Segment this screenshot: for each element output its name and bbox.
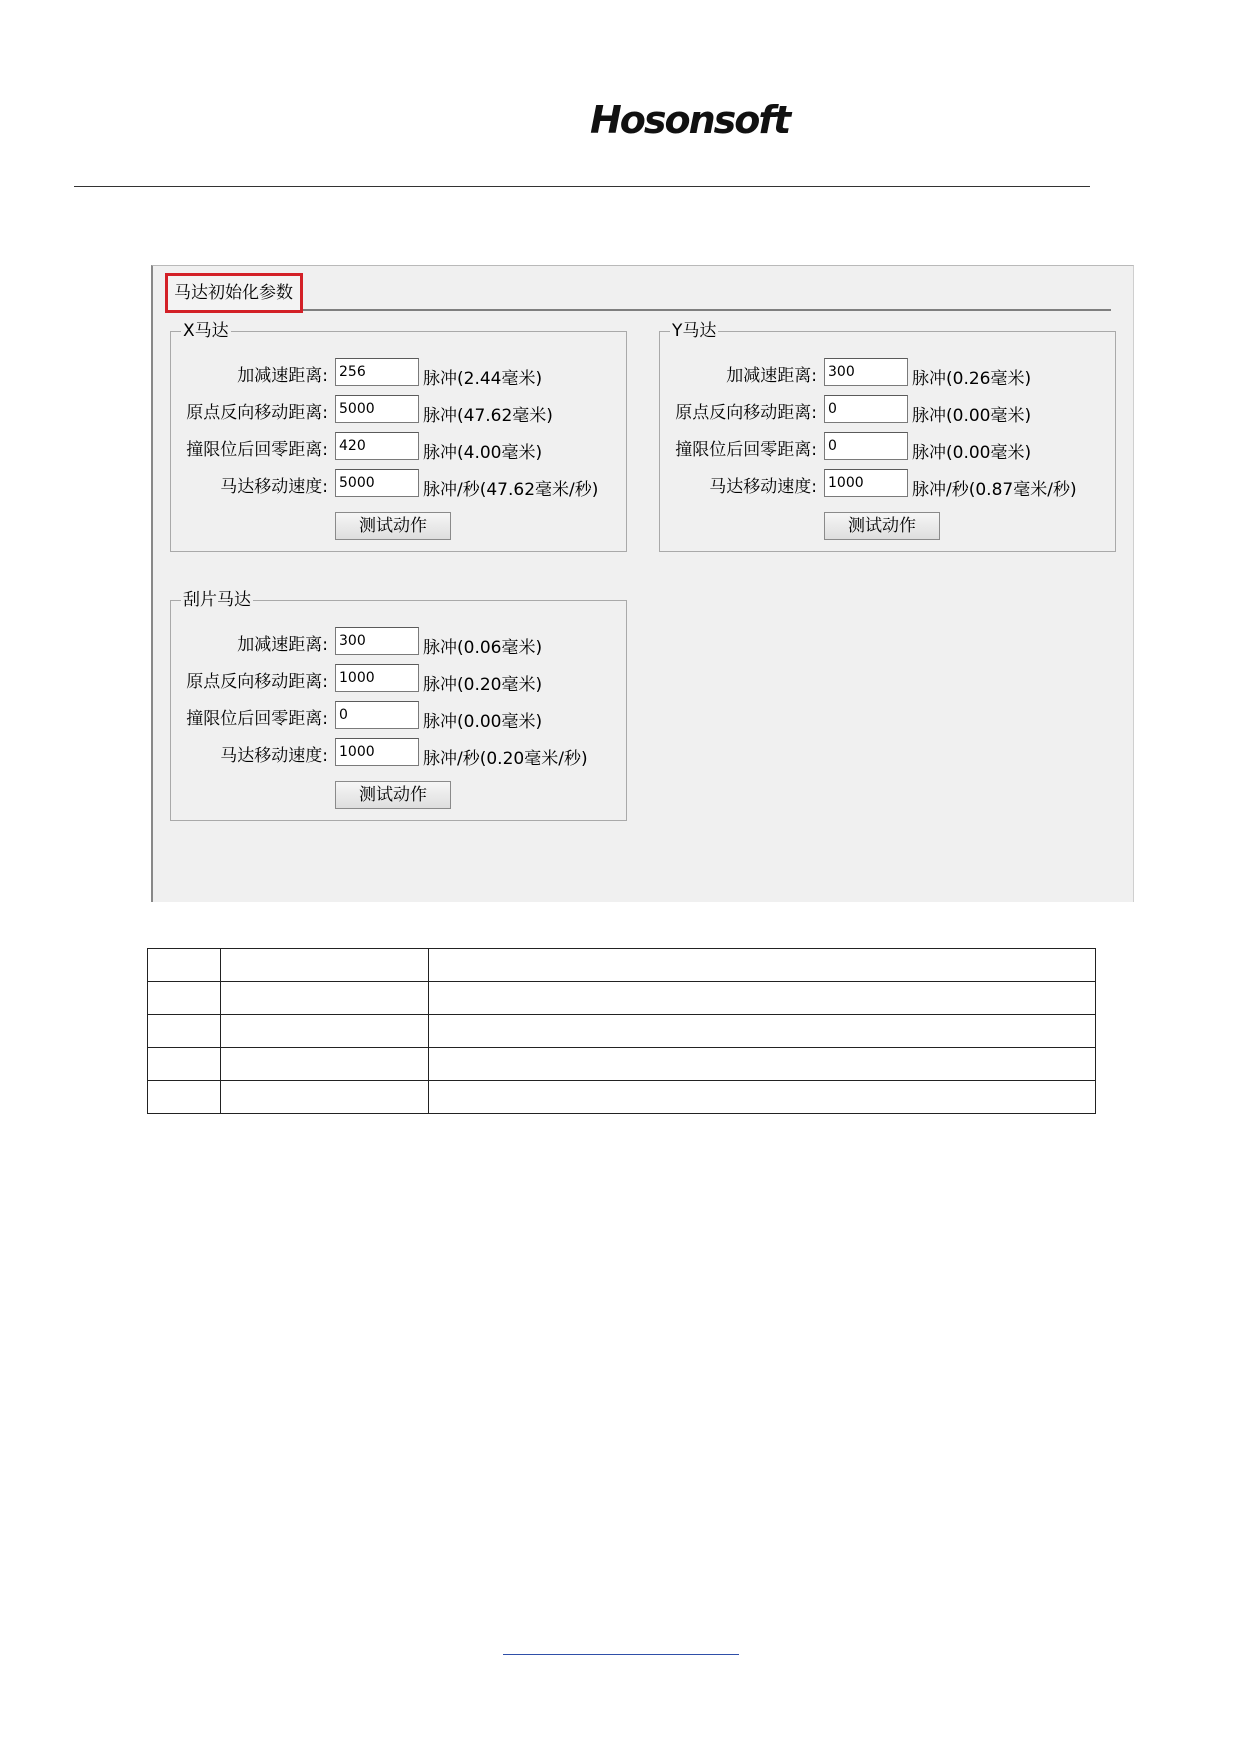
- blade-speed-row: [171, 738, 628, 768]
- y-origin-reverse-unit: 脉冲(0.00毫米): [912, 406, 1032, 426]
- table-cell: [220, 1015, 428, 1048]
- y-limit-return-label: 撞限位后回零距离:: [675, 440, 817, 460]
- table-cell: [428, 982, 1095, 1015]
- blade-limit-return-unit: 脉冲(0.00毫米): [423, 712, 543, 732]
- y-accel-distance-unit: 脉冲(0.26毫米): [912, 369, 1032, 389]
- y-speed-row: [660, 469, 1117, 499]
- blade-limit-return-row: [171, 701, 628, 731]
- x-speed-row: [171, 469, 628, 499]
- blade-accel-distance-unit: 脉冲(0.06毫米): [423, 638, 543, 658]
- y-limit-return-row: [660, 432, 1117, 462]
- y-accel-distance-label: 加减速距离:: [726, 366, 817, 386]
- table-cell: [220, 1081, 428, 1114]
- x-speed-label: 马达移动速度:: [220, 477, 328, 497]
- blade-motor-group: [170, 590, 627, 821]
- blade-accel-distance-row: [171, 627, 628, 657]
- blade-motor-group-title: 刮片马达: [183, 590, 251, 610]
- table-cell: [148, 982, 221, 1015]
- x-accel-distance-input[interactable]: 256: [335, 358, 419, 386]
- table-cell: [428, 1081, 1095, 1114]
- table-cell: [428, 1048, 1095, 1081]
- blade-accel-distance-label: 加减速距离:: [237, 635, 328, 655]
- table-row: [148, 1015, 1096, 1048]
- parameter-table: [147, 948, 1096, 1114]
- x-accel-distance-label: 加减速距离:: [237, 366, 328, 386]
- blade-speed-label: 马达移动速度:: [220, 746, 328, 766]
- blade-speed-unit: 脉冲/秒(0.20毫米/秒): [423, 749, 588, 769]
- x-limit-return-label: 撞限位后回零距离:: [186, 440, 328, 460]
- blade-origin-reverse-row: [171, 664, 628, 694]
- x-motor-group-title: X马达: [183, 321, 229, 341]
- x-limit-return-unit: 脉冲(4.00毫米): [423, 443, 543, 463]
- y-speed-input[interactable]: 1000: [824, 469, 908, 497]
- blade-origin-reverse-unit: 脉冲(0.20毫米): [423, 675, 543, 695]
- y-accel-distance-row: [660, 358, 1117, 388]
- blade-speed-input[interactable]: 1000: [335, 738, 419, 766]
- x-origin-reverse-unit: 脉冲(47.62毫米): [423, 406, 553, 426]
- table-row: [148, 949, 1096, 982]
- x-limit-return-input[interactable]: 420: [335, 432, 419, 460]
- x-test-action-button[interactable]: 测试动作: [335, 512, 451, 540]
- blade-limit-return-label: 撞限位后回零距离:: [186, 709, 328, 729]
- blade-origin-reverse-label: 原点反向移动距离:: [186, 672, 328, 692]
- x-accel-distance-row: [171, 358, 628, 388]
- x-limit-return-row: [171, 432, 628, 462]
- blade-limit-return-input[interactable]: 0: [335, 701, 419, 729]
- y-origin-reverse-row: [660, 395, 1117, 425]
- table-cell: [428, 949, 1095, 982]
- x-accel-distance-unit: 脉冲(2.44毫米): [423, 369, 543, 389]
- y-accel-distance-input[interactable]: 300: [824, 358, 908, 386]
- y-test-action-button[interactable]: 测试动作: [824, 512, 940, 540]
- table-row: [148, 1081, 1096, 1114]
- x-speed-input[interactable]: 5000: [335, 469, 419, 497]
- y-motor-group-title: Y马达: [672, 321, 717, 341]
- motor-init-dialog: [151, 265, 1134, 902]
- y-speed-label: 马达移动速度:: [709, 477, 817, 497]
- table-cell: [148, 1048, 221, 1081]
- table-cell: [220, 949, 428, 982]
- y-origin-reverse-label: 原点反向移动距离:: [675, 403, 817, 423]
- hosonsoft-logo: Hosonsoft: [590, 98, 790, 142]
- tab-divider: [303, 309, 1111, 311]
- y-speed-unit: 脉冲/秒(0.87毫米/秒): [912, 480, 1077, 500]
- table-cell: [220, 1048, 428, 1081]
- table-cell: [220, 982, 428, 1015]
- blade-test-action-button[interactable]: 测试动作: [335, 781, 451, 809]
- x-origin-reverse-input[interactable]: 5000: [335, 395, 419, 423]
- footer-link-underline[interactable]: [503, 1654, 739, 1655]
- table-cell: [148, 1015, 221, 1048]
- x-speed-unit: 脉冲/秒(47.62毫米/秒): [423, 480, 599, 500]
- x-origin-reverse-label: 原点反向移动距离:: [186, 403, 328, 423]
- blade-accel-distance-input[interactable]: 300: [335, 627, 419, 655]
- table-cell: [148, 1081, 221, 1114]
- table-cell: [148, 949, 221, 982]
- y-origin-reverse-input[interactable]: 0: [824, 395, 908, 423]
- table-row: [148, 1048, 1096, 1081]
- tab-motor-init-params[interactable]: 马达初始化参数: [165, 273, 303, 313]
- table-cell: [428, 1015, 1095, 1048]
- blade-origin-reverse-input[interactable]: 1000: [335, 664, 419, 692]
- y-limit-return-unit: 脉冲(0.00毫米): [912, 443, 1032, 463]
- y-motor-group: [659, 321, 1116, 552]
- x-origin-reverse-row: [171, 395, 628, 425]
- header-rule: [74, 186, 1090, 187]
- x-motor-group: [170, 321, 627, 552]
- y-limit-return-input[interactable]: 0: [824, 432, 908, 460]
- table-row: [148, 982, 1096, 1015]
